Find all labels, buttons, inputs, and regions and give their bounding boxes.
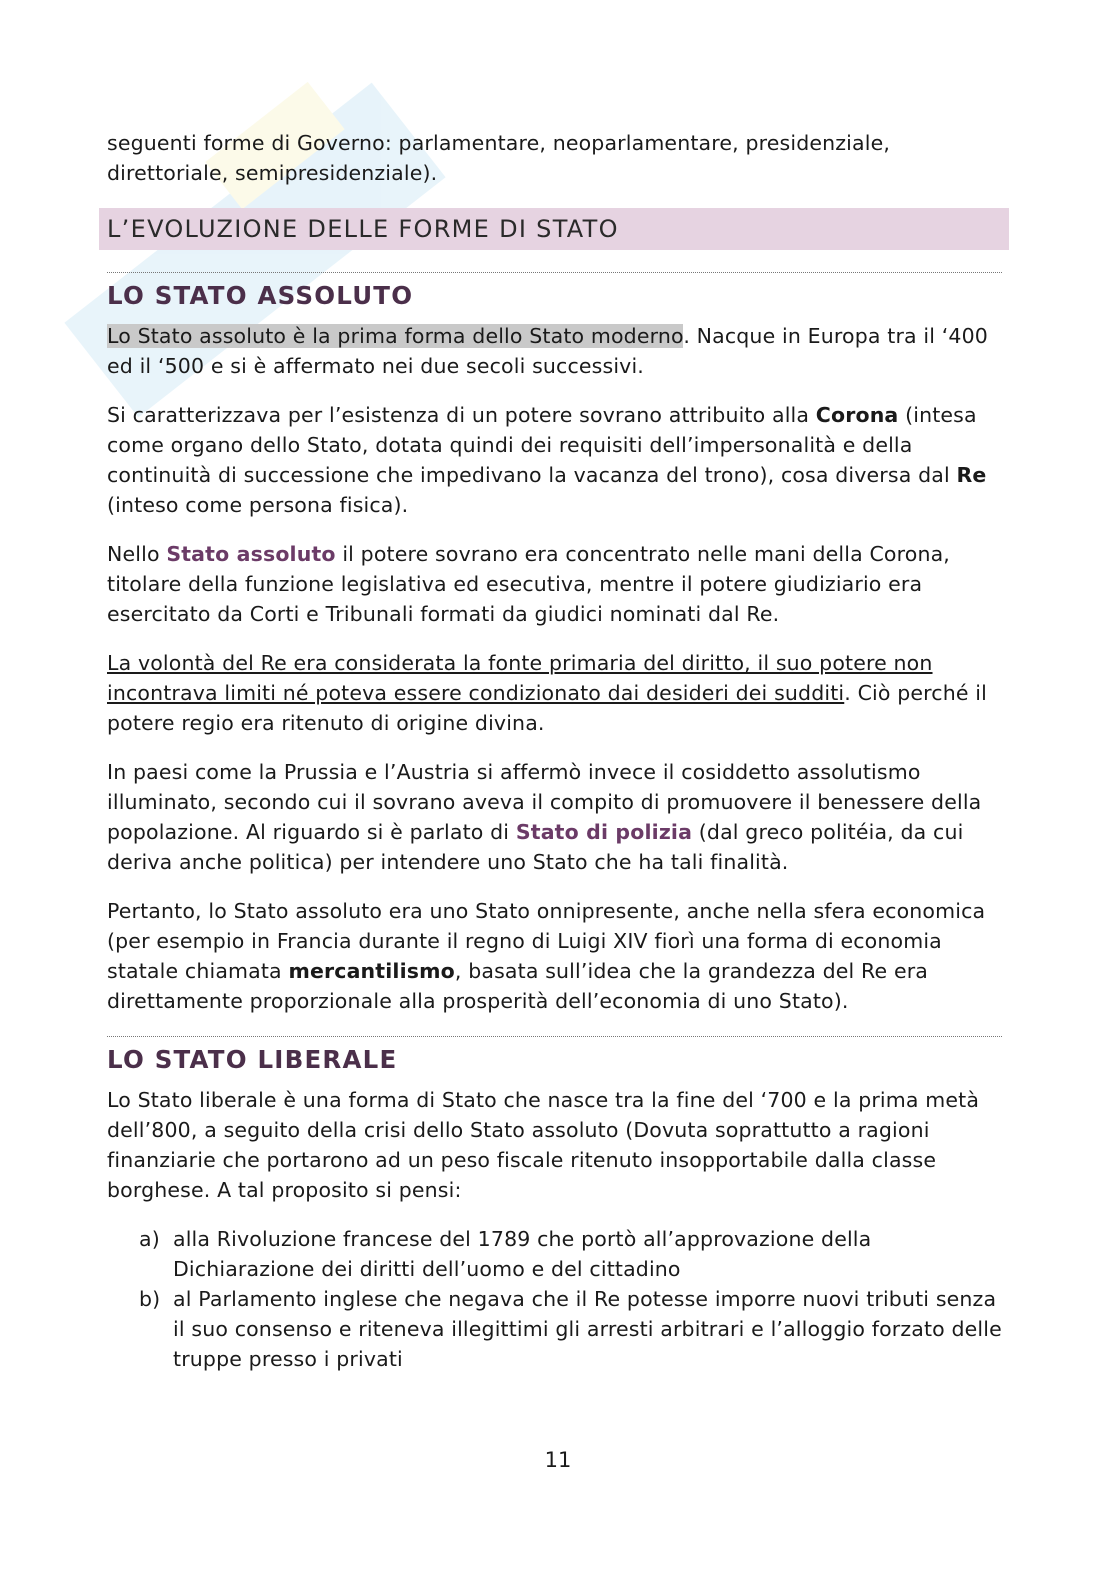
underlined-text: La volontà del Re era considerata la fonte primaria del diritto, il suo potere non incontrava limiti né poteva essere condizionato dai desideri dei sudditi [107,651,933,705]
document-page [107,128,1007,1374]
heading-stato-liberale: LO STATO LIBERALE [107,1045,398,1074]
intro-paragraph: seguenti forme di Governo: parlamentare, neoparlamentare, presidenziale, direttoriale, semipresidenziale). [107,131,891,185]
list-item: b) al Parlamento inglese che negava che il Re potesse imporre nuovi tributi senza il suo consenso e riteneva illegittimi gli arresti arbitrari e l’alloggio forzato delle truppe presso i privati [139,1287,1002,1371]
highlighted-text: Lo Stato assoluto è la prima forma dello Stato moderno [107,324,684,348]
paragraph: La volontà del Re era considerata la fonte primaria del diritto, il suo potere non incontrava limiti né poteva essere condizionato dai desideri dei sudditi. Ciò perché il potere regio era ritenuto di origine divina. [107,651,987,735]
term-corona: Corona [815,403,899,427]
section-heading [99,208,1009,250]
paragraph: Lo Stato assoluto è la prima forma dello Stato moderno. Nacque in Europa tra il ‘400 ed il ‘500 e si è affermato nei due secoli successivi. [107,324,989,378]
paragraph: Nello Stato assoluto il potere sovrano era concentrato nelle mani della Corona, titolare della funzione legislativa ed esecutiva, mentre il potere giudiziario era esercitato da Corti e Tribunali formati da giudici nominati dal Re. [107,542,950,626]
section-title: L’EVOLUZIONE DELLE FORME DI STATO [107,215,619,243]
term-stato-assoluto: Stato assoluto [166,542,336,566]
lettered-list [107,1224,1007,1374]
heading-stato-assoluto: LO STATO ASSOLUTO [107,281,414,310]
paragraph: Pertanto, lo Stato assoluto era uno Stato onnipresente, anche nella sfera economica (per esempio in Francia durante il regno di Luigi XIV fiorì una forma di economia statale chiamata mercantilismo, basata sull’idea che la grandezza del Re era direttamente proporzionale alla prosperità dell’economia di uno Stato). [107,899,986,1013]
paragraph: Si caratterizzava per l’esistenza di un potere sovrano attribuito alla Corona (intesa come organo dello Stato, dotata quindi dei requisiti dell’impersonalità e della continuità di successione che impedivano la vacanza del trono), cosa diversa dal Re (inteso come persona fisica). [107,403,987,517]
term-mercantilismo: mercantilismo [288,959,455,983]
term-stato-di-polizia: Stato di polizia [515,820,693,844]
page-number: 11 [544,1448,572,1472]
divider [107,1036,1002,1037]
list-item: a) alla Rivoluzione francese del 1789 che portò all’approvazione della Dichiarazione dei diritti dell’uomo e del cittadino [139,1227,872,1281]
term-re: Re [956,463,987,487]
paragraph: In paesi come la Prussia e l’Austria si affermò invece il cosiddetto assolutismo illuminato, secondo cui il sovrano aveva il compito di promuovere il benessere della popolazione. Al riguardo si è parlato di Stato di polizia (dal greco politéia, da cui deriva anche politica) per intendere uno Stato che ha tali finalità. [107,760,982,874]
divider [107,272,1002,273]
paragraph: Lo Stato liberale è una forma di Stato che nasce tra la fine del ‘700 e la prima metà dell’800, a seguito della crisi dello Stato assoluto (Dovuta soprattutto a ragioni finanziarie che portarono ad un peso fiscale ritenuto insopportabile dalla classe borghese. A tal proposito si pensi: [107,1088,980,1202]
